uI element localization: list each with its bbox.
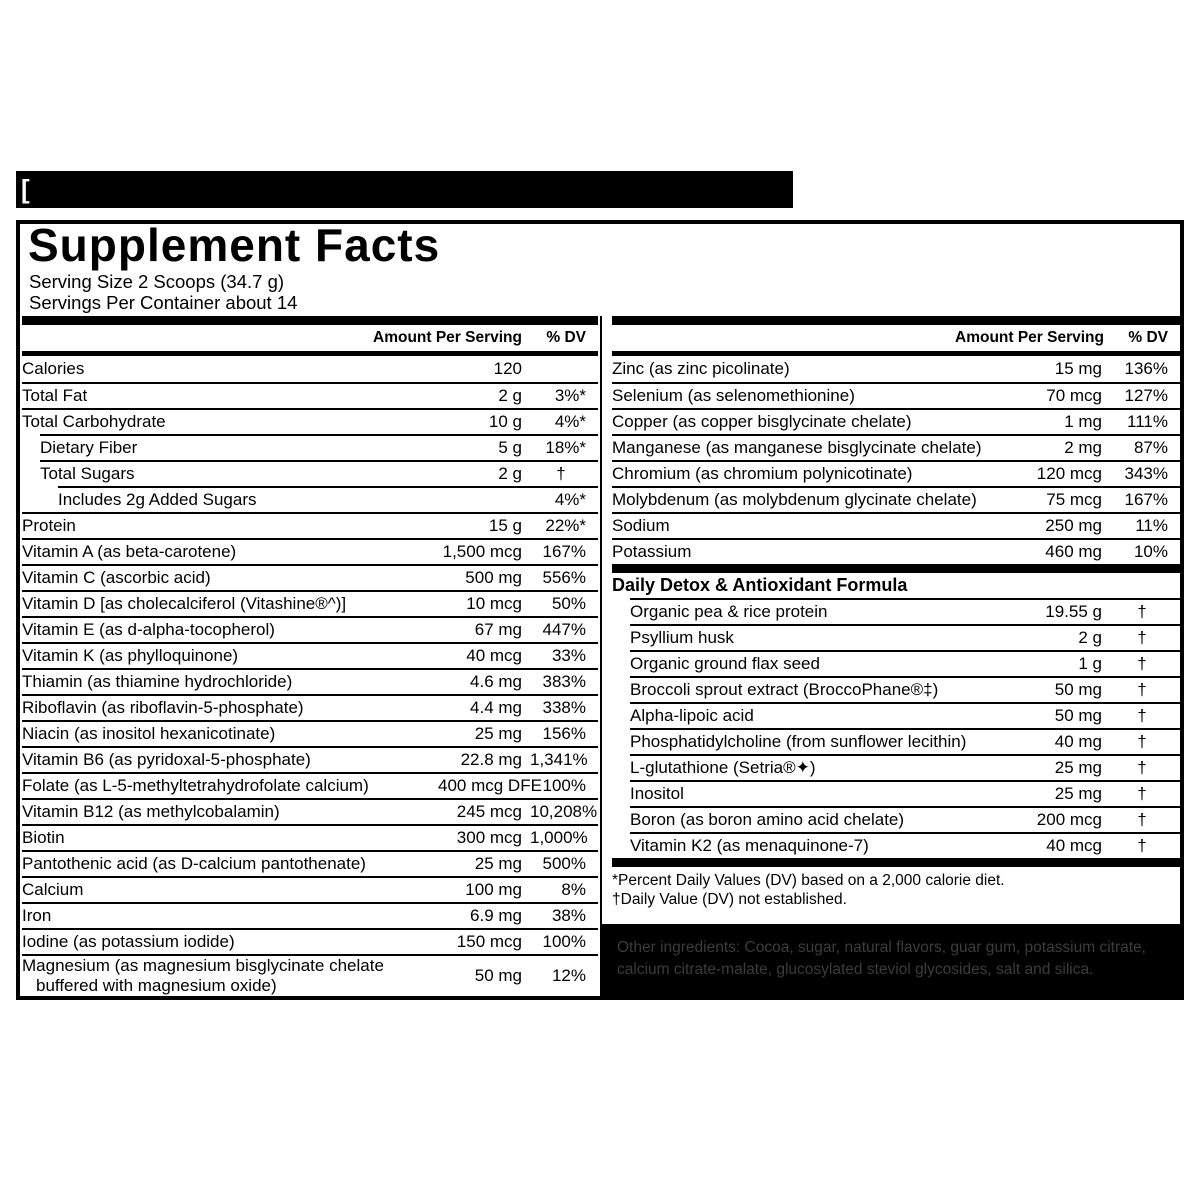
nutrient-row bbox=[22, 720, 598, 746]
nutrient-row bbox=[22, 694, 598, 720]
nutrient-dv: † bbox=[556, 464, 566, 483]
nutrient-amount: 150 mcg bbox=[456, 932, 522, 951]
nutrient-dv: 4%* bbox=[554, 412, 586, 431]
other-ingredients-box bbox=[600, 924, 1180, 996]
nutrient-row bbox=[40, 460, 598, 486]
nutrient-amount: 40 mcg bbox=[1046, 836, 1102, 855]
nutrient-amount: 245 mcg bbox=[456, 802, 522, 821]
nutrient-amount: 40 mg bbox=[1054, 732, 1102, 751]
nutrient-amount: 50 mg bbox=[474, 966, 522, 985]
nutrient-dv: † bbox=[1137, 836, 1147, 855]
nutrient-name: Vitamin D [as cholecalciferol (Vitashine®^)] bbox=[22, 594, 347, 613]
serving-size: Serving Size 2 Scoops (34.7 g) bbox=[29, 271, 285, 292]
nutrient-amount: 1 g bbox=[1078, 654, 1102, 673]
nutrient-dv: † bbox=[1137, 810, 1147, 829]
nutrient-name: Calories bbox=[22, 359, 85, 378]
nutrient-amount: 2 g bbox=[498, 464, 522, 483]
nutrient-row bbox=[630, 650, 1180, 676]
nutrient-amount: 70 mcg bbox=[1046, 386, 1102, 405]
nutrient-amount: 67 mg bbox=[474, 620, 522, 639]
nutrient-name: Potassium bbox=[612, 542, 692, 561]
nutrient-name: Boron (as boron amino acid chelate) bbox=[630, 810, 905, 829]
nutrient-amount: 2 g bbox=[498, 386, 522, 405]
redacted-header-bar bbox=[16, 171, 793, 208]
nutrient-amount: 22.8 mg bbox=[460, 750, 522, 769]
nutrient-amount: 460 mg bbox=[1045, 542, 1102, 561]
nutrient-row bbox=[22, 824, 598, 850]
nutrient-dv: 10,208% bbox=[530, 802, 598, 821]
nutrient-row bbox=[612, 512, 1180, 538]
nutrient-name: Dietary Fiber bbox=[40, 438, 138, 457]
nutrient-row bbox=[630, 832, 1180, 858]
nutrient-name: Total Fat bbox=[22, 386, 88, 405]
nutrient-row bbox=[22, 902, 598, 928]
nutrient-name: Molybdenum (as molybdenum glycinate chelate) bbox=[612, 490, 977, 509]
nutrient-name: Folate (as L-5-methyltetrahydrofolate calcium) bbox=[22, 776, 369, 795]
nutrient-amount: 300 mcg bbox=[456, 828, 522, 847]
nutrient-amount: 15 mg bbox=[1054, 359, 1102, 378]
nutrient-dv: 100% bbox=[542, 776, 586, 795]
nutrient-dv: 33% bbox=[551, 646, 586, 665]
nutrient-amount: 120 mcg bbox=[1036, 464, 1102, 483]
nutrient-name: L-glutathione (Setria®✦) bbox=[630, 758, 816, 777]
supplement-facts-panel bbox=[16, 220, 1184, 1000]
footnote-divider-bar bbox=[612, 858, 1180, 867]
nutrient-row bbox=[630, 598, 1180, 624]
nutrient-amount: 40 mcg bbox=[466, 646, 522, 665]
nutrient-amount: 15 g bbox=[488, 516, 522, 535]
table-top-bar bbox=[612, 316, 1180, 325]
nutrient-dv: † bbox=[1137, 602, 1147, 621]
nutrient-dv: 18%* bbox=[545, 438, 586, 457]
nutrient-name: Vitamin B6 (as pyridoxal-5-phosphate) bbox=[22, 750, 311, 769]
left-nutrient-rows bbox=[22, 356, 598, 998]
nutrient-dv: 4%* bbox=[554, 490, 586, 509]
nutrient-amount: 25 mg bbox=[1054, 784, 1102, 803]
nutrient-dv: 38% bbox=[551, 906, 586, 925]
left-column-header bbox=[22, 325, 598, 351]
nutrient-name: Vitamin B12 (as methylcobalamin) bbox=[22, 802, 280, 821]
nutrient-dv: 111% bbox=[1127, 412, 1168, 431]
nutrient-dv: † bbox=[1137, 628, 1147, 647]
nutrient-name: Vitamin E (as d-alpha-tocopherol) bbox=[22, 620, 275, 639]
nutrient-dv: 338% bbox=[542, 698, 586, 717]
amount-header: Amount Per Serving bbox=[955, 329, 1104, 346]
nutrient-amount: 25 mg bbox=[474, 724, 522, 743]
nutrient-name: Iodine (as potassium iodide) bbox=[22, 932, 235, 951]
nutrient-name: Chromium (as chromium polynicotinate) bbox=[612, 464, 913, 483]
footnotes bbox=[612, 871, 1180, 909]
nutrient-dv: 383% bbox=[542, 672, 586, 691]
nutrient-amount: 4.4 mg bbox=[470, 698, 522, 717]
nutrient-name: Selenium (as selenomethionine) bbox=[612, 386, 855, 405]
nutrient-row bbox=[630, 728, 1180, 754]
footnote-dagger: †Daily Value (DV) not established. bbox=[612, 891, 847, 908]
nutrient-amount: 19.55 g bbox=[1045, 602, 1102, 621]
redacted-bracket-mark: [ bbox=[21, 174, 30, 204]
nutrient-name: Alpha-lipoic acid bbox=[630, 706, 754, 725]
detox-section-rows bbox=[612, 598, 1180, 858]
nutrient-amount: 25 mg bbox=[1054, 758, 1102, 777]
nutrient-amount: 1 mg bbox=[1064, 412, 1102, 431]
nutrient-amount: 2 mg bbox=[1064, 438, 1102, 457]
nutrient-row bbox=[22, 954, 598, 996]
nutrient-name: Pantothenic acid (as D-calcium pantothenate) bbox=[22, 854, 366, 873]
right-nutrient-rows bbox=[612, 356, 1180, 564]
nutrient-dv: 556% bbox=[542, 568, 586, 587]
nutrient-name: Total Sugars bbox=[40, 464, 135, 483]
nutrient-name: Calcium bbox=[22, 880, 84, 899]
nutrient-row bbox=[22, 928, 598, 954]
nutrient-row bbox=[22, 356, 598, 382]
nutrient-amount: 400 mcg DFE bbox=[438, 776, 542, 795]
nutrient-row bbox=[22, 850, 598, 876]
nutrient-amount: 1,500 mcg bbox=[442, 542, 522, 561]
nutrient-name: Vitamin A (as beta-carotene) bbox=[22, 542, 237, 561]
nutrient-dv: 87% bbox=[1133, 438, 1168, 457]
nutrient-dv: 1,000% bbox=[530, 828, 588, 847]
nutrient-name: Niacin (as inositol hexanicotinate) bbox=[22, 724, 276, 743]
right-column bbox=[612, 316, 1180, 909]
nutrient-row bbox=[22, 590, 598, 616]
nutrient-amount: 120 bbox=[493, 359, 522, 378]
nutrient-row bbox=[22, 382, 598, 408]
nutrient-name: Sodium bbox=[612, 516, 670, 535]
nutrient-name: Vitamin C (ascorbic acid) bbox=[22, 568, 211, 587]
nutrient-row bbox=[22, 668, 598, 694]
nutrient-amount: 75 mcg bbox=[1046, 490, 1102, 509]
nutrient-dv: 127% bbox=[1124, 386, 1168, 405]
nutrient-amount: 4.6 mg bbox=[470, 672, 522, 691]
nutrient-name: Magnesium (as magnesium bisglycinate chelate buffered with magnesium oxide) bbox=[22, 956, 384, 995]
amount-header: Amount Per Serving bbox=[373, 329, 522, 346]
nutrient-name: Includes 2g Added Sugars bbox=[58, 490, 257, 509]
nutrient-row bbox=[22, 772, 598, 798]
nutrient-dv: 50% bbox=[551, 594, 586, 613]
nutrient-row bbox=[22, 408, 598, 434]
nutrient-name: Organic ground flax seed bbox=[630, 654, 820, 673]
nutrient-dv: † bbox=[1137, 706, 1147, 725]
nutrient-name: Phosphatidylcholine (from sunflower lecithin) bbox=[630, 732, 967, 751]
footnote-percent-dv: *Percent Daily Values (DV) based on a 2,000 calorie diet. bbox=[612, 872, 1005, 889]
servings-per-container: Servings Per Container about 14 bbox=[29, 292, 298, 313]
nutrient-amount: 250 mg bbox=[1045, 516, 1102, 535]
nutrient-name: Iron bbox=[22, 906, 52, 925]
nutrient-row bbox=[612, 538, 1180, 564]
nutrient-row bbox=[612, 356, 1180, 382]
nutrient-row bbox=[22, 642, 598, 668]
nutrient-dv: † bbox=[1137, 680, 1147, 699]
nutrient-dv: 11% bbox=[1135, 516, 1168, 535]
nutrient-row bbox=[22, 746, 598, 772]
nutrient-row bbox=[40, 434, 598, 460]
nutrient-name: Vitamin K2 (as menaquinone-7) bbox=[630, 836, 869, 855]
column-divider bbox=[600, 316, 602, 925]
nutrient-row bbox=[630, 702, 1180, 728]
nutrient-dv: † bbox=[1137, 654, 1147, 673]
nutrient-dv: 136% bbox=[1124, 359, 1168, 378]
nutrient-dv: 167% bbox=[542, 542, 586, 561]
nutrient-row bbox=[58, 486, 598, 512]
nutrient-dv: 22%* bbox=[545, 516, 586, 535]
nutrient-row bbox=[630, 624, 1180, 650]
nutrient-amount: 6.9 mg bbox=[470, 906, 522, 925]
nutrient-row bbox=[612, 408, 1180, 434]
nutrient-row bbox=[22, 512, 598, 538]
nutrient-dv: 8% bbox=[561, 880, 586, 899]
nutrient-dv: † bbox=[1137, 758, 1147, 777]
nutrient-row bbox=[612, 486, 1180, 512]
section-divider-bar bbox=[612, 564, 1180, 573]
nutrient-dv: 10% bbox=[1133, 542, 1168, 561]
nutrient-row bbox=[612, 460, 1180, 486]
nutrient-row bbox=[22, 538, 598, 564]
right-column-header bbox=[612, 325, 1180, 351]
panel-title: Supplement Facts bbox=[28, 219, 441, 271]
serving-info bbox=[29, 271, 297, 313]
nutrient-dv: † bbox=[1137, 784, 1147, 803]
nutrient-row bbox=[612, 382, 1180, 408]
nutrient-row bbox=[22, 616, 598, 642]
nutrient-dv: 100% bbox=[542, 932, 586, 951]
nutrient-dv: 447% bbox=[542, 620, 586, 639]
nutrient-name: Vitamin K (as phylloquinone) bbox=[22, 646, 239, 665]
left-column bbox=[22, 316, 598, 998]
nutrient-dv: 343% bbox=[1124, 464, 1168, 483]
detox-section-heading: Daily Detox & Antioxidant Formula bbox=[612, 575, 908, 595]
nutrient-name: Broccoli sprout extract (BroccoPhane®‡) bbox=[630, 680, 939, 699]
nutrient-dv: 167% bbox=[1124, 490, 1168, 509]
nutrient-name: Psyllium husk bbox=[630, 628, 734, 647]
nutrient-dv: 12% bbox=[551, 966, 586, 985]
nutrient-name: Total Carbohydrate bbox=[22, 412, 166, 431]
nutrient-row bbox=[630, 754, 1180, 780]
nutrient-name: Manganese (as manganese bisglycinate chelate) bbox=[612, 438, 982, 457]
nutrient-name: Protein bbox=[22, 516, 76, 535]
nutrient-dv: 500% bbox=[542, 854, 586, 873]
nutrient-amount: 200 mcg bbox=[1036, 810, 1102, 829]
nutrient-dv: 3%* bbox=[554, 386, 586, 405]
nutrient-amount: 25 mg bbox=[474, 854, 522, 873]
nutrient-amount: 5 g bbox=[498, 438, 522, 457]
nutrient-name: Riboflavin (as riboflavin-5-phosphate) bbox=[22, 698, 304, 717]
nutrient-name: Organic pea & rice protein bbox=[630, 602, 828, 621]
table-top-bar bbox=[22, 316, 598, 325]
nutrient-row bbox=[630, 676, 1180, 702]
nutrient-amount: 10 g bbox=[488, 412, 522, 431]
dv-header: % DV bbox=[546, 329, 586, 346]
nutrient-row bbox=[22, 564, 598, 590]
nutrient-row bbox=[630, 806, 1180, 832]
nutrient-amount: 10 mcg bbox=[466, 594, 522, 613]
nutrient-amount: 100 mg bbox=[465, 880, 522, 899]
nutrient-name: Biotin bbox=[22, 828, 65, 847]
nutrient-row bbox=[22, 798, 598, 824]
nutrient-name: Copper (as copper bisglycinate chelate) bbox=[612, 412, 912, 431]
nutrient-row bbox=[612, 434, 1180, 460]
nutrient-amount: 50 mg bbox=[1054, 706, 1102, 725]
nutrient-dv: † bbox=[1137, 732, 1147, 751]
nutrient-dv: 1,341% bbox=[530, 750, 588, 769]
nutrient-dv: 156% bbox=[542, 724, 586, 743]
dv-header: % DV bbox=[1128, 329, 1168, 346]
nutrient-columns bbox=[22, 316, 1178, 996]
nutrient-name: Inositol bbox=[630, 784, 684, 803]
other-ingredients-text: Other ingredients: Cocoa, sugar, natural flavors, guar gum, potassium citrate, calcium citrate-malate, glucosylated steviol glycosides, salt and silica. bbox=[617, 939, 1146, 978]
nutrient-row bbox=[630, 780, 1180, 806]
nutrient-amount: 2 g bbox=[1078, 628, 1102, 647]
nutrient-row bbox=[22, 876, 598, 902]
nutrient-name: Thiamin (as thiamine hydrochloride) bbox=[22, 672, 293, 691]
nutrient-name: Zinc (as zinc picolinate) bbox=[612, 359, 790, 378]
nutrient-amount: 50 mg bbox=[1054, 680, 1102, 699]
nutrient-amount: 500 mg bbox=[465, 568, 522, 587]
